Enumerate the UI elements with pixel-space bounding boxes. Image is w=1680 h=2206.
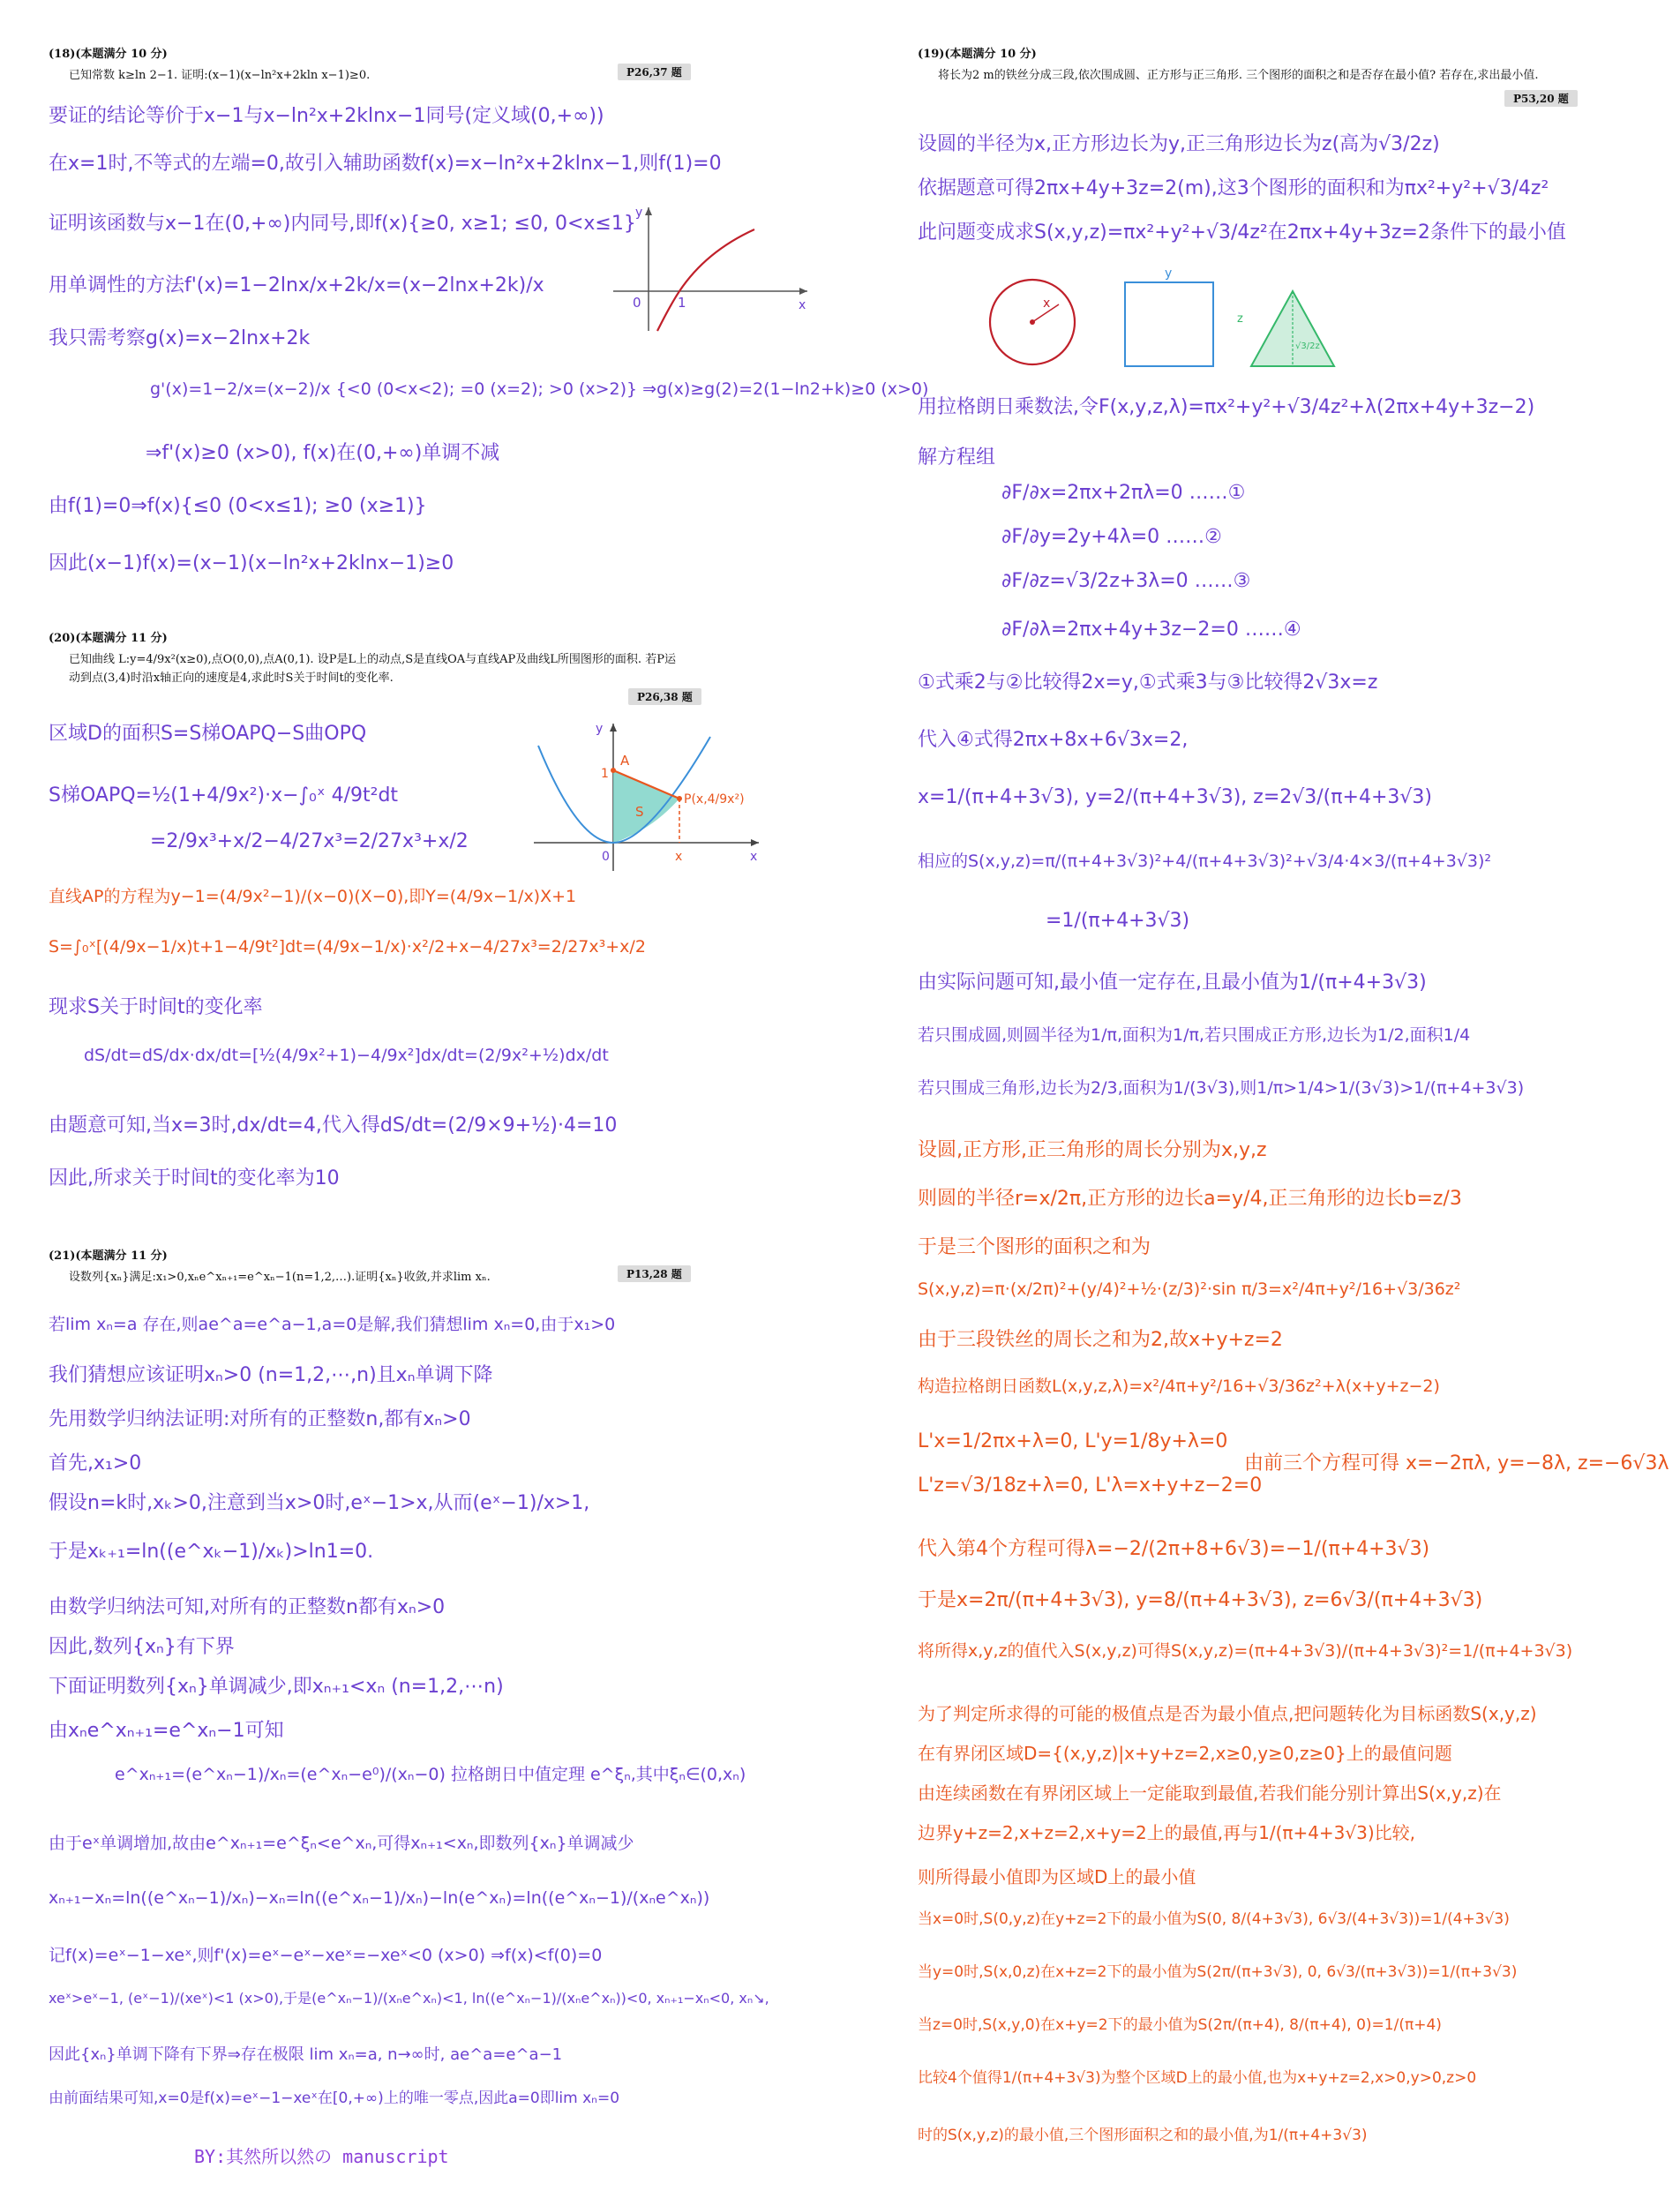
solution-line: x=1/(π+4+3√3), y=2/(π+4+3√3), z=2√3/(π+4+3√3)	[918, 786, 1432, 808]
solution-line: 比较4个值得1/(π+4+3√3)为整个区域D上的最小值,也为x+y+z=2,x>0,y>0,z>0	[918, 2069, 1477, 2087]
solution-line: 设圆,正方形,正三角形的周长分别为x,y,z	[918, 1139, 1267, 1161]
square-side-label: y	[1165, 266, 1173, 281]
solution-line: 则所得最小值即为区域D上的最小值	[918, 1866, 1196, 1887]
solution-line: 当y=0时,S(x,0,z)在x+z=2下的最小值为S(2π/(π+3√3), 0, 6√3/(π+3√3))=1/(π+3√3)	[918, 1963, 1518, 1981]
axis-label-y: y	[596, 722, 604, 736]
problem-ref-badge: P13,28 题	[618, 1265, 691, 1282]
solution-line: 此问题变成求S(x,y,z)=πx²+y²+√3/4z²在2πx+4y+3z=2条件下的最小值	[918, 221, 1566, 244]
solution-line: 当z=0时,S(x,y,0)在x+y=2下的最小值为S(2π/(π+4), 8/(π+4), 0)=1/(π+4)	[918, 2016, 1442, 2034]
solution-line: S梯OAPQ=½(1+4/9x²)·x−∫₀ˣ 4/9t²dt	[49, 784, 399, 807]
figure-19-shapes	[988, 265, 1341, 375]
axis-label-y: y	[635, 206, 643, 220]
solution-line: 我们猜想应该证明xₙ>0 (n=1,2,⋯,n)且xₙ单调下降	[49, 1364, 493, 1386]
solution-line: 在x=1时,不等式的左端=0,故引入辅助函数f(x)=x−ln²x+2klnx−1,则f(1)=0	[49, 153, 722, 175]
solution-line: 若lim xₙ=a 存在,则ae^a=e^a−1,a=0是解,我们猜想lim xₙ=0,由于x₁>0	[49, 1315, 616, 1334]
solution-line: 设圆的半径为x,正方形边长为y,正三角形边长为z(高为√3/2z)	[918, 133, 1440, 155]
solution-line: 直线AP的方程为y−1=(4/9x²−1)/(x−0)(X−0),即Y=(4/9x−1/x)X+1	[49, 887, 577, 906]
solution-line: dS/dt=dS/dx·dx/dt=[½(4/9x²+1)−4/9x²]dx/dt=(2/9x²+½)dx/dt	[84, 1046, 609, 1065]
solution-line: ∂F/∂z=√3/2z+3λ=0 ……③	[1001, 570, 1251, 592]
solution-line: 于是x=2π/(π+4+3√3), y=8/(π+4+3√3), z=6√3/(π+4+3√3)	[918, 1589, 1483, 1611]
solution-line: 我只需考察g(x)=x−2lnx+2k	[49, 327, 311, 349]
problem-statement: 设数列{xₙ}满足:x₁>0,xₙe^xₙ₊₁=e^xₙ−1(n=1,2,…).证明{xₙ}收敛,并求lim xₙ.	[69, 1271, 491, 1284]
solution-line: ∂F/∂x=2πx+2πλ=0 ……①	[1001, 482, 1246, 504]
solution-line: 若只围成三角形,边长为2/3,面积为1/(3√3),则1/π>1/4>1/(3√3)>1/(π+4+3√3)	[918, 1078, 1525, 1098]
problem-18	[0, 44, 847, 85]
solution-line: 解方程组	[918, 446, 996, 469]
solution-line: 因此,所求关于时间t的变化率为10	[49, 1167, 340, 1189]
solution-line: 假设n=k时,xₖ>0,注意到当x>0时,eˣ−1>x,从而(eˣ−1)/x>1,	[49, 1492, 590, 1514]
solution-line: 记f(x)=eˣ−1−xeˣ,则f'(x)=eˣ−eˣ−xeˣ=−xeˣ<0 (x>0) ⇒f(x)<f(0)=0	[49, 1946, 603, 1965]
solution-line: 由连续函数在有界闭区域上一定能取到最值,若我们能分别计算出S(x,y,z)在	[918, 1782, 1502, 1804]
problem-header: (20)(本题满分 11 分)	[49, 632, 168, 645]
solution-line: 构造拉格朗日函数L(x,y,z,λ)=x²/4π+y²/16+√3/36z²+λ(x+y+z−2)	[918, 1377, 1440, 1396]
problem-statement: 已知曲线 L:y=4/9x²(x≥0),点O(0,0),点A(0,1). 设P是L上的动点,S是直线OA与直线AP及曲线L所围图形的面积. 若P运动到点(3,4)时沿x轴正向的速度是4,求此时S关于时间t的变化率.	[69, 653, 676, 686]
solution-line: xeˣ>eˣ−1, (eˣ−1)/(xeˣ)<1 (x>0),于是(e^xₙ−1)/(xₙe^xₙ)<1, ln((e^xₙ−1)/(xₙe^xₙ))<0, xₙ₊₁−xₙ<0, xₙ↘,	[49, 1990, 769, 2007]
solution-line: e^xₙ₊₁=(e^xₙ−1)/xₙ=(e^xₙ−e⁰)/(xₙ−0) 拉格朗日中值定理 e^ξₙ,其中ξₙ∈(0,xₙ)	[115, 1765, 746, 1784]
solution-line: 由前面结果可知,x=0是f(x)=eˣ−1−xeˣ在[0,+∞)上的唯一零点,因此a=0即lim xₙ=0	[49, 2090, 620, 2107]
solution-line: 依据题意可得2πx+4y+3z=2(m),这3个图形的面积和为πx²+y²+√3/4z²	[918, 177, 1549, 199]
solution-line: 证明该函数与x−1在(0,+∞)内同号,即f(x){≥0, x≥1; ≤0, 0<x≤1}	[49, 213, 636, 235]
solution-line: 先用数学归纳法证明:对所有的正整数n,都有xₙ>0	[49, 1408, 471, 1430]
solution-line: 由数学归纳法可知,对所有的正整数n都有xₙ>0	[49, 1596, 446, 1618]
solution-line: 由于三段铁丝的周长之和为2,故x+y+z=2	[918, 1329, 1283, 1351]
solution-line: g'(x)=1−2/x=(x−2)/x {<0 (0<x<2); =0 (x=2); >0 (x>2)} ⇒g(x)≥g(2)=2(1−ln2+k)≥0 (x>0)	[150, 379, 929, 399]
solution-line: 区域D的面积S=S梯OAPQ−S曲OPQ	[49, 723, 367, 745]
solution-line: 由xₙe^xₙ₊₁=e^xₙ−1可知	[49, 1720, 284, 1742]
solution-line: 由实际问题可知,最小值一定存在,且最小值为1/(π+4+3√3)	[918, 972, 1427, 994]
solution-line: =1/(π+4+3√3)	[1046, 910, 1190, 932]
solution-line: 为了判定所求得的可能的极值点是否为最小值点,把问题转化为目标函数S(x,y,z)	[918, 1703, 1537, 1724]
solution-line: 由前三个方程可得 x=−2πλ, y=−8λ, z=−6√3λ	[1244, 1452, 1669, 1474]
solution-line: 因此,数列{xₙ}有下界	[49, 1636, 235, 1658]
problem-ref-badge: P26,38 题	[628, 688, 701, 705]
solution-line: 将所得x,y,z的值代入S(x,y,z)可得S(x,y,z)=(π+4+3√3)/(π+4+3√3)²=1/(π+4+3√3)	[918, 1641, 1573, 1661]
solution-line: 由题意可知,当x=3时,dx/dt=4,代入得dS/dt=(2/9×9+½)·4=10	[49, 1114, 618, 1137]
problem-ref-badge: P53,20 题	[1504, 90, 1578, 107]
point-label-p: P(x,4/9x²)	[684, 792, 745, 807]
problem-header: (21)(本题满分 11 分)	[49, 1249, 168, 1263]
tick-label-one: 1	[601, 767, 609, 781]
solution-line: ∂F/∂λ=2πx+4y+3z−2=0 ……④	[1001, 619, 1301, 641]
point-label-a: A	[620, 753, 630, 769]
solution-line: ⇒f'(x)≥0 (x>0), f(x)在(0,+∞)单调不减	[146, 442, 500, 464]
solution-line: 代入第4个方程可得λ=−2/(2π+8+6√3)=−1/(π+4+3√3)	[918, 1538, 1430, 1560]
problem-21	[0, 1246, 847, 1287]
problem-ref-badge: P26,37 题	[618, 64, 691, 80]
solution-line: 当x=0时,S(0,y,z)在y+z=2下的最小值为S(0, 8/(4+3√3), 6√3/(4+3√3))=1/(4+3√3)	[918, 1910, 1510, 1928]
solution-line: 下面证明数列{xₙ}单调减少,即xₙ₊₁<xₙ (n=1,2,⋯n)	[49, 1676, 504, 1698]
triangle-side-label: z	[1237, 312, 1243, 326]
solution-line: xₙ₊₁−xₙ=ln((e^xₙ−1)/xₙ)−xₙ=ln((e^xₙ−1)/xₙ)−ln(e^xₙ)=ln((e^xₙ−1)/(xₙe^xₙ))	[49, 1888, 710, 1908]
origin-label: 0	[633, 295, 641, 311]
solution-line: L'x=1/2πx+λ=0, L'y=1/8y+λ=0	[918, 1430, 1228, 1452]
axis-label-x: x	[799, 298, 806, 312]
problem-header: (18)(本题满分 10 分)	[49, 48, 168, 61]
tick-label-one: 1	[678, 295, 686, 311]
solution-line: S=∫₀ˣ[(4/9x−1/x)t+1−4/9t²]dt=(4/9x−1/x)·x²/2+x−4/27x³=2/27x³+x/2	[49, 937, 646, 957]
problem-header: (19)(本题满分 10 分)	[918, 48, 1037, 61]
solution-line: 则圆的半径r=x/2π,正方形的边长a=y/4,正三角形的边长b=z/3	[918, 1188, 1462, 1210]
solution-line: 要证的结论等价于x−1与x−ln²x+2klnx−1同号(定义域(0,+∞))	[49, 105, 604, 127]
problem-statement: 将长为2 m的铁丝分成三段,依次围成圆、正方形与正三角形. 三个图形的面积之和是否存在最小值? 若存在,求出最小值.	[938, 69, 1539, 82]
solution-line: 时的S(x,y,z)的最小值,三个图形面积之和的最小值,为1/(π+4+3√3)	[918, 2127, 1368, 2144]
solution-line: S(x,y,z)=π·(x/2π)²+(y/4)²+½·(z/3)²·sin π/3=x²/4π+y²/16+√3/36z²	[918, 1279, 1461, 1299]
solution-line: ∂F/∂y=2y+4λ=0 ……②	[1001, 526, 1222, 548]
solution-line: 现求S关于时间t的变化率	[49, 996, 263, 1018]
solution-line: 因此{xₙ}单调下降有下界⇒存在极限 lim xₙ=a, n→∞时, ae^a=e^a−1	[49, 2045, 563, 2064]
problem-statement: 已知常数 k≥ln 2−1. 证明:(x−1)(x−ln²x+2kln x−1)≥0.	[69, 69, 371, 82]
solution-line: L'z=√3/18z+λ=0, L'λ=x+y+z−2=0	[918, 1474, 1263, 1497]
solution-line: 边界y+z=2,x+z=2,x+y=2上的最值,再与1/(π+4+3√3)比较,	[918, 1822, 1416, 1843]
solution-line: 由f(1)=0⇒f(x){≤0 (0<x≤1); ≥0 (x≥1)}	[49, 495, 427, 517]
problem-20	[0, 628, 847, 703]
solution-line: 用单调性的方法f'(x)=1−2lnx/x+2k/x=(x−2lnx+2k)/x	[49, 274, 544, 296]
solution-line: 代入④式得2πx+8x+6√3x=2,	[918, 729, 1189, 751]
radius-label: x	[1043, 296, 1051, 311]
axis-label-x: x	[750, 850, 758, 864]
solution-line: 因此(x−1)f(x)=(x−1)(x−ln²x+2klnx−1)≥0	[49, 552, 454, 574]
region-label-s: S	[635, 804, 644, 820]
solution-line: 在有界闭区域D={(x,y,z)|x+y+z=2,x≥0,y≥0,z≥0}上的最值问题	[918, 1743, 1452, 1764]
figure-18-graph	[609, 203, 812, 335]
solution-line: 于是三个图形的面积之和为	[918, 1236, 1151, 1258]
triangle-height-label: √3/2z	[1295, 341, 1320, 351]
solution-line: 用拉格朗日乘数法,令F(x,y,z,λ)=πx²+y²+√3/4z²+λ(2πx+4y+3z−2)	[918, 396, 1535, 418]
solution-line: ①式乘2与②比较得2x=y,①式乘3与③比较得2√3x=z	[918, 672, 1378, 694]
solution-line: 相应的S(x,y,z)=π/(π+4+3√3)²+4/(π+4+3√3)²+√3/4·4×3/(π+4+3√3)²	[918, 852, 1492, 871]
figure-20-graph	[525, 719, 763, 874]
origin-label: 0	[602, 850, 610, 864]
x-foot-label: x	[675, 850, 683, 864]
author-signature: BY:其然所以然の manuscript	[194, 2146, 449, 2167]
solution-line: 若只围成圆,则圆半径为1/π,面积为1/π,若只围成正方形,边长为1/2,面积1/4	[918, 1025, 1471, 1045]
solution-line: 由于eˣ单调增加,故由e^xₙ₊₁=e^ξₙ<e^xₙ,可得xₙ₊₁<xₙ,即数列{xₙ}单调减少	[49, 1834, 634, 1853]
solution-line: 于是xₖ₊₁=ln((e^xₖ−1)/xₖ)>ln1=0.	[49, 1541, 374, 1563]
problem-19	[869, 44, 1663, 105]
solution-line: =2/9x³+x/2−4/27x³=2/27x³+x/2	[150, 830, 469, 852]
solution-line: 首先,x₁>0	[49, 1452, 142, 1474]
